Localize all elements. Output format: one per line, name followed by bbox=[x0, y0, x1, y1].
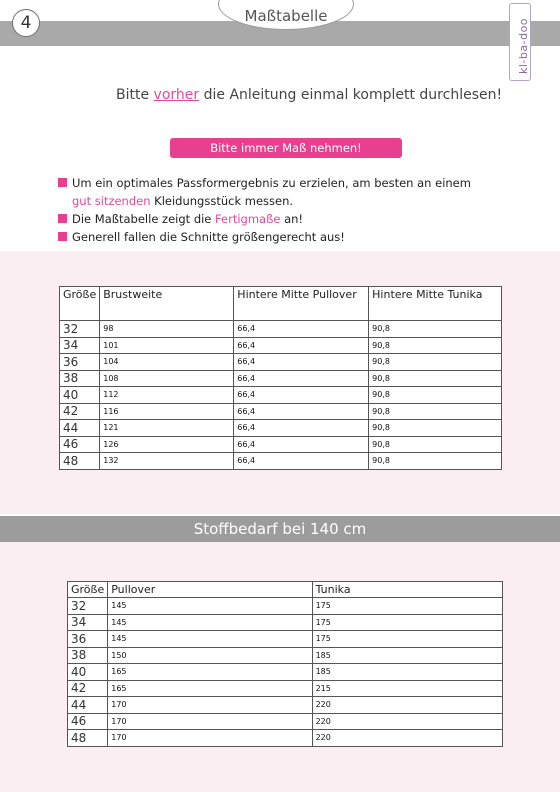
table-cell: 220 bbox=[312, 713, 502, 730]
page-number-badge bbox=[12, 9, 40, 37]
table-row bbox=[60, 321, 502, 338]
measure-notice-pill: Bitte immer Maß nehmen! bbox=[170, 138, 402, 158]
table-cell: 66,4 bbox=[234, 403, 369, 420]
table-cell: 170 bbox=[108, 713, 312, 730]
table-cell: 175 bbox=[312, 631, 502, 648]
table-cell: 66,4 bbox=[234, 354, 369, 371]
page-title: Maßtabelle bbox=[244, 7, 328, 25]
table-cell: 98 bbox=[100, 321, 234, 338]
table-row bbox=[68, 697, 503, 714]
size-cell: 48 bbox=[60, 453, 100, 470]
table-cell: 66,4 bbox=[234, 337, 369, 354]
table-cell: 185 bbox=[312, 647, 502, 664]
table-cell: 90,8 bbox=[369, 354, 502, 371]
table-cell: 121 bbox=[100, 420, 234, 437]
brand-logo: kl-ba-doo bbox=[517, 17, 530, 74]
table-cell: 185 bbox=[312, 664, 502, 681]
table-cell: 112 bbox=[100, 387, 234, 404]
intro-highlight: vorher bbox=[153, 87, 200, 103]
intro-after: die Anleitung einmal komplett durchlesen! bbox=[199, 87, 503, 103]
table-cell: 66,4 bbox=[234, 436, 369, 453]
bullet-text-after: an! bbox=[280, 212, 304, 226]
intro-before: Bitte bbox=[116, 87, 154, 103]
table-cell: 90,8 bbox=[369, 420, 502, 437]
column-header: Hintere Mitte Tunika bbox=[369, 287, 502, 321]
bullet-text-cont bbox=[72, 192, 293, 210]
table-cell: 108 bbox=[100, 370, 234, 387]
column-header: Tunika bbox=[312, 582, 502, 598]
table-row bbox=[60, 354, 502, 371]
table-cell: 66,4 bbox=[234, 321, 369, 338]
bullet-highlight: Fertigmaße bbox=[215, 212, 281, 226]
table-cell: 220 bbox=[312, 730, 502, 747]
table-cell: 150 bbox=[108, 647, 312, 664]
size-cell: 34 bbox=[60, 337, 100, 354]
bullet-text-rest: Kleidungsstück messen. bbox=[150, 194, 294, 208]
fabric-table bbox=[67, 581, 503, 747]
table-cell: 145 bbox=[108, 598, 312, 615]
table-row bbox=[60, 436, 502, 453]
column-header: Brustweite bbox=[100, 287, 234, 321]
bullet-square-icon bbox=[58, 214, 67, 223]
table-cell: 90,8 bbox=[369, 387, 502, 404]
table-row bbox=[68, 713, 503, 730]
bullet-text: Generell fallen die Schnitte größengerecht aus! bbox=[72, 230, 345, 244]
bullet-text-before: Die Maßtabelle zeigt die bbox=[72, 212, 216, 226]
table-cell: 170 bbox=[108, 730, 312, 747]
table-cell: 215 bbox=[312, 680, 502, 697]
table-cell: 132 bbox=[100, 453, 234, 470]
column-header: Größe bbox=[68, 582, 108, 598]
size-cell: 44 bbox=[60, 420, 100, 437]
fabric-section-title: Stoffbedarf bei 140 cm bbox=[0, 516, 560, 542]
table-row bbox=[60, 420, 502, 437]
table-cell: 66,4 bbox=[234, 453, 369, 470]
table-cell: 90,8 bbox=[369, 337, 502, 354]
table-cell: 126 bbox=[100, 436, 234, 453]
table-cell: 90,8 bbox=[369, 436, 502, 453]
table-cell: 90,8 bbox=[369, 403, 502, 420]
table-cell: 90,8 bbox=[369, 321, 502, 338]
table-row bbox=[68, 680, 503, 697]
table-cell: 90,8 bbox=[369, 370, 502, 387]
table-cell: 90,8 bbox=[369, 453, 502, 470]
size-cell: 32 bbox=[68, 598, 108, 615]
table-row bbox=[68, 631, 503, 648]
bullet-square-icon bbox=[58, 178, 67, 187]
table-row bbox=[68, 647, 503, 664]
table-row bbox=[60, 337, 502, 354]
table-cell: 101 bbox=[100, 337, 234, 354]
table-cell: 66,4 bbox=[234, 420, 369, 437]
table-cell: 145 bbox=[108, 614, 312, 631]
size-cell: 46 bbox=[60, 436, 100, 453]
size-cell: 36 bbox=[68, 631, 108, 648]
size-cell: 40 bbox=[60, 387, 100, 404]
table-cell: 145 bbox=[108, 631, 312, 648]
table-cell: 175 bbox=[312, 598, 502, 615]
size-cell: 42 bbox=[68, 680, 108, 697]
size-cell: 38 bbox=[60, 370, 100, 387]
table-row bbox=[68, 598, 503, 615]
table-cell: 170 bbox=[108, 697, 312, 714]
bullet-text bbox=[72, 210, 303, 228]
table-cell: 175 bbox=[312, 614, 502, 631]
page-number: 4 bbox=[20, 13, 32, 33]
table-row bbox=[60, 387, 502, 404]
column-header: Pullover bbox=[108, 582, 312, 598]
size-cell: 44 bbox=[68, 697, 108, 714]
table-cell: 116 bbox=[100, 403, 234, 420]
table-header-row bbox=[68, 582, 503, 598]
table-row bbox=[60, 453, 502, 470]
size-cell: 34 bbox=[68, 614, 108, 631]
bullet-text: Um ein optimales Passformergebnis zu erzielen, am besten an einem bbox=[72, 176, 471, 190]
table-cell: 66,4 bbox=[234, 370, 369, 387]
table-row bbox=[68, 730, 503, 747]
size-cell: 40 bbox=[68, 664, 108, 681]
table-cell: 66,4 bbox=[234, 387, 369, 404]
size-cell: 32 bbox=[60, 321, 100, 338]
table-cell: 165 bbox=[108, 664, 312, 681]
table-row bbox=[60, 403, 502, 420]
size-cell: 46 bbox=[68, 713, 108, 730]
table-row bbox=[68, 614, 503, 631]
table-header-row bbox=[60, 287, 502, 321]
size-cell: 48 bbox=[68, 730, 108, 747]
intro-line bbox=[116, 87, 502, 103]
column-header: Größe bbox=[60, 287, 100, 321]
table-cell: 165 bbox=[108, 680, 312, 697]
table-row bbox=[68, 664, 503, 681]
table-row bbox=[60, 370, 502, 387]
table-cell: 104 bbox=[100, 354, 234, 371]
column-header: Hintere Mitte Pullover bbox=[234, 287, 369, 321]
size-cell: 38 bbox=[68, 647, 108, 664]
size-table bbox=[59, 286, 502, 470]
size-cell: 36 bbox=[60, 354, 100, 371]
size-cell: 42 bbox=[60, 403, 100, 420]
bullet-highlight: gut sitzenden bbox=[72, 194, 151, 208]
bullet-square-icon bbox=[58, 232, 67, 241]
table-cell: 220 bbox=[312, 697, 502, 714]
